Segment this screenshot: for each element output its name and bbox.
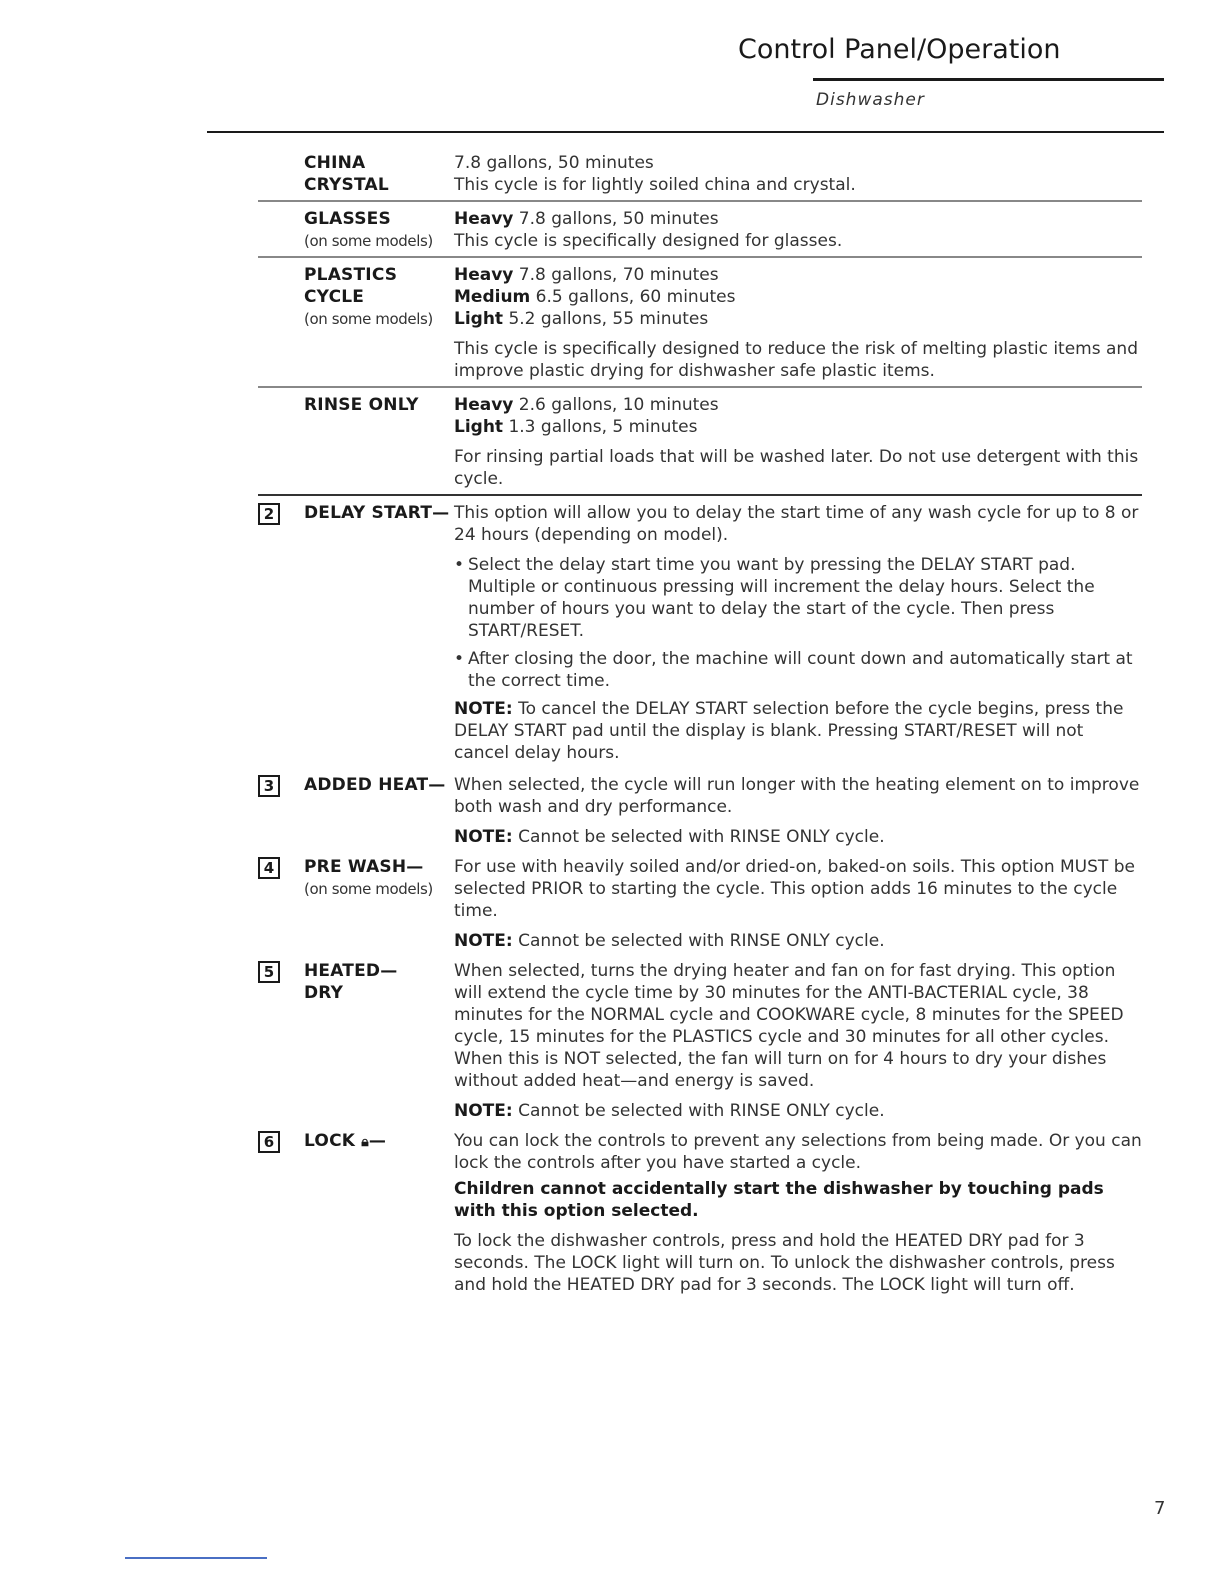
model-note: (on some models): [304, 310, 433, 328]
list-item: • After closing the door, the machine will count down and automatically start at the correct time.: [454, 648, 1142, 692]
option-label: DRY: [304, 983, 344, 1003]
option-added-heat: [258, 774, 1142, 848]
cycle-label: CYCLE: [304, 287, 365, 307]
option-note: NOTE: Cannot be selected with RINSE ONLY cycle.: [454, 827, 885, 847]
option-heated-dry: [258, 960, 1142, 1122]
option-note: NOTE: Cannot be selected with RINSE ONLY cycle.: [454, 931, 885, 951]
option-instructions: To lock the dishwasher controls, press and hold the HEATED DRY pad for 3 seconds. The LOCK light will turn on. To unlock the dishwasher controls, press and hold the HEATED DRY pad for 3 seconds. The LOCK light will turn off.: [454, 1231, 1115, 1295]
option-delay-start: [258, 502, 1142, 764]
lock-icon: 🔒︎: [361, 1134, 369, 1150]
cycle-label: RINSE ONLY: [304, 395, 419, 415]
option-description: When selected, turns the drying heater and fan on for fast drying. This option will extend the cycle time by 30 minutes for the ANTI-BACTERIAL cycle, 38 minutes for the NORMAL cycle and COOKWARE cycle, 8 minutes for the SPEED cycle, 15 minutes for the PLASTICS cycle and 30 minutes for all other cycles. When this is NOT selected, the fan will turn on for 4 hours to dry your dishes without added heat—and energy is saved.: [454, 961, 1124, 1091]
option-pre-wash: [258, 856, 1142, 952]
cycle-spec: Heavy 7.8 gallons, 50 minutes: [454, 209, 719, 229]
option-number-badge: 5: [258, 961, 280, 983]
option-description: You can lock the controls to prevent any selections from being made. Or you can lock the controls after you have started a cycle.: [454, 1131, 1142, 1173]
cycle-spec: Heavy 2.6 gallons, 10 minutes: [454, 395, 719, 415]
option-number-badge: 2: [258, 503, 280, 525]
cycle-china-crystal: [258, 152, 1142, 202]
option-number-badge: 6: [258, 1131, 280, 1153]
option-label: ADDED HEAT—: [304, 775, 446, 795]
cycle-plastics: [258, 264, 1142, 388]
cycle-label: CRYSTAL: [304, 175, 389, 195]
cycle-rinse-only: [258, 394, 1142, 496]
cycle-description: This cycle is specifically designed to reduce the risk of melting plastic items and improve plastic drying for dishwasher safe plastic items.: [454, 339, 1138, 381]
model-note: (on some models): [304, 880, 433, 898]
option-label: LOCK 🔒︎—: [304, 1131, 387, 1151]
cycle-description: This cycle is for lightly soiled china and crystal.: [454, 175, 856, 195]
option-description: When selected, the cycle will run longer with the heating element on to improve both wash and dry performance.: [454, 775, 1140, 817]
footer-rule: [125, 1557, 267, 1559]
model-note: (on some models): [304, 232, 433, 250]
option-warning: Children cannot accidentally start the dishwasher by touching pads with this option selected.: [454, 1179, 1104, 1221]
option-label: PRE WASH—: [304, 857, 424, 877]
cycle-description: This cycle is specifically designed for glasses.: [454, 231, 843, 251]
cycle-spec: Medium 6.5 gallons, 60 minutes: [454, 287, 736, 307]
page-subtitle: Dishwasher: [816, 90, 925, 110]
header-rule: [813, 78, 1164, 81]
list-item: • Select the delay start time you want by pressing the DELAY START pad. Multiple or continuous pressing will increment the delay hours. Select the number of hours you want to delay the start of the cycle. Then press START/RESET.: [454, 554, 1142, 642]
top-divider: [207, 131, 1164, 133]
option-number-badge: 3: [258, 775, 280, 797]
cycle-description: For rinsing partial loads that will be washed later. Do not use detergent with this cycle.: [454, 447, 1139, 489]
option-description: For use with heavily soiled and/or dried-on, baked-on soils. This option MUST be selected PRIOR to starting the cycle. This option adds 16 minutes to the cycle time.: [454, 857, 1135, 921]
cycle-label: CHINA: [304, 153, 366, 173]
cycle-label: PLASTICS: [304, 265, 398, 285]
option-bullets: [454, 554, 1142, 692]
option-note: NOTE: Cannot be selected with RINSE ONLY cycle.: [454, 1101, 885, 1121]
option-description: This option will allow you to delay the start time of any wash cycle for up to 8 or 24 hours (depending on model).: [454, 503, 1139, 545]
content: [258, 152, 1142, 1296]
page-title: Control Panel/Operation: [738, 34, 1061, 65]
cycle-spec: Heavy 7.8 gallons, 70 minutes: [454, 265, 719, 285]
option-label: HEATED—: [304, 961, 398, 981]
cycle-spec: Light 1.3 gallons, 5 minutes: [454, 417, 698, 437]
option-label: DELAY START—: [304, 503, 450, 523]
option-note: NOTE: To cancel the DELAY START selection before the cycle begins, press the DELAY START pad until the display is blank. Pressing START/RESET will not cancel delay hours.: [454, 699, 1124, 763]
page-number: 7: [1154, 1498, 1166, 1519]
cycle-spec: 7.8 gallons, 50 minutes: [454, 153, 654, 173]
option-lock: [258, 1130, 1142, 1296]
option-number-badge: 4: [258, 857, 280, 879]
cycle-glasses: [258, 208, 1142, 258]
cycle-spec: Light 5.2 gallons, 55 minutes: [454, 309, 709, 329]
cycle-label: GLASSES: [304, 209, 391, 229]
